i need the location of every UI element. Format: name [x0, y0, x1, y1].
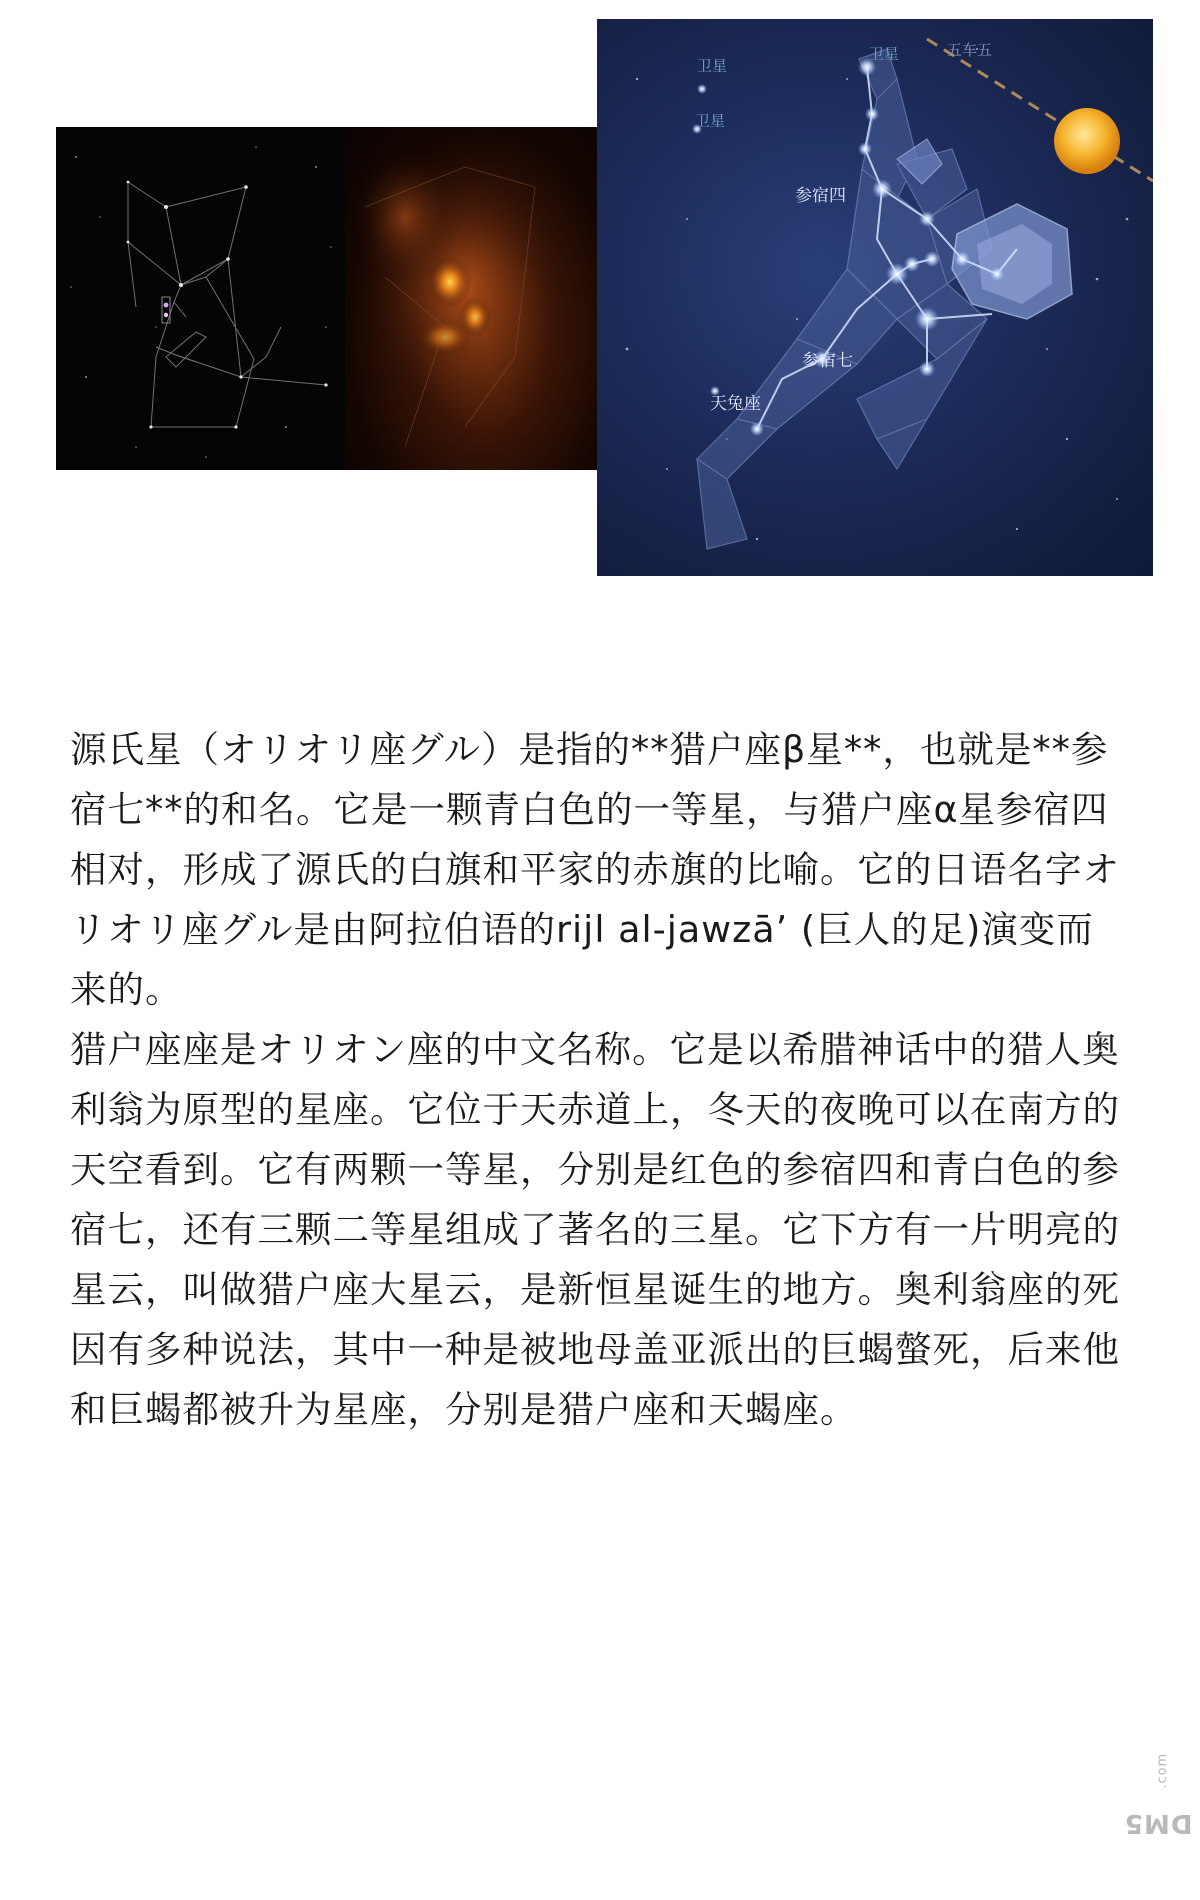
- watermark-text: DM5: [1123, 1807, 1193, 1838]
- lepus-label: 天兔座: [710, 394, 761, 414]
- site-watermark: [1123, 1730, 1193, 1880]
- rigel-label: 参宿七: [802, 351, 853, 371]
- orion-nebula-image: [345, 127, 597, 470]
- orion-star-map-image: [56, 127, 345, 470]
- orion-hunter-figure-icon: [597, 19, 1153, 576]
- orion-constellation-lines-icon: [56, 127, 345, 470]
- wuche5-label: 五车五: [947, 41, 993, 59]
- article-paragraph-1: 源氏星（オリオリ座グル）是指的**猎户座β星**，也就是**参宿七**的和名。它是一颗青白色的一等星，与猎户座α星参宿四相对，形成了源氏的白旗和平家的赤旗的比喻。它的日语名字オリオリ座グル是由阿拉伯语的rijl al-jawzā’ (巨人的足)演变而来的。: [70, 728, 1120, 1011]
- watermark-suffix: .com: [1155, 1752, 1171, 1789]
- betelgeuse-label: 参宿四: [795, 186, 846, 206]
- article-paragraph-2: 猎户座座是オリオン座的中文名称。它是以希腊神话中的猎人奥利翁为原型的星座。它位于天赤道上，冬天的夜晚可以在南方的天空看到。它有两颗一等星，分别是红色的参宿四和青白色的参宿七，还有三颗二等星组成了著名的三星。它下方有一片明亮的星云，叫做猎户座大星云，是新恒星诞生的地方。奥利翁座的死因有多种说法，其中一种是被地母盖亚派出的巨蝎螫死，后来他和巨蝎都被升为星座，分别是猎户座和天蝎座。: [70, 1028, 1120, 1431]
- article-body: [70, 720, 1130, 1440]
- satellite-label-1: 卫星: [697, 57, 728, 75]
- satellite-label-2: 卫星: [695, 112, 726, 130]
- satellite-label-3: 卫星: [869, 45, 900, 63]
- orion-hunter-illustration: [597, 19, 1153, 576]
- orion-nebula-infrared-icon: [345, 127, 597, 470]
